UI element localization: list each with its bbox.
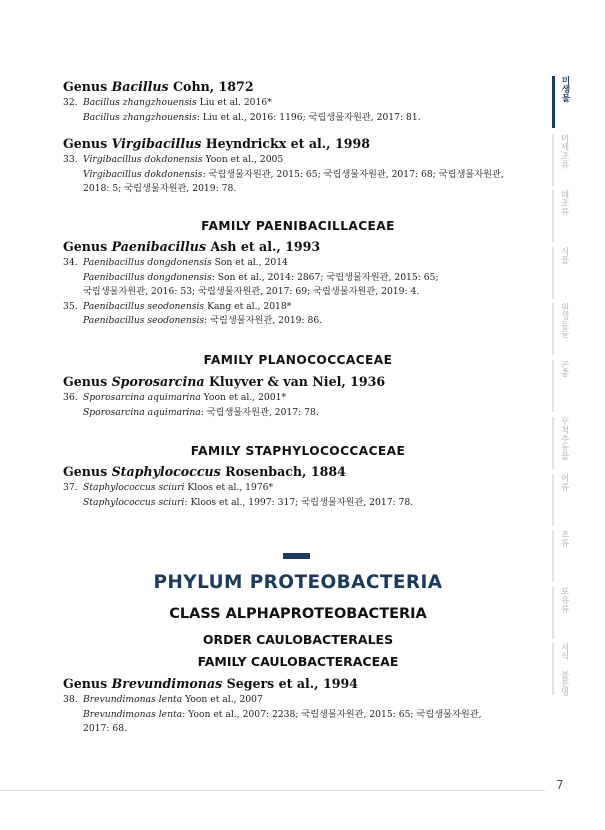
sidebar-tab-label: 서식 불분명 (559, 643, 569, 696)
sidebar-tab-invertebrates[interactable] (552, 417, 582, 469)
citation-line: Brevundimonas lenta: Yoon et al., 2007: 2238; 국립생물자원관, 2015: 65; 국립생물자원관, (83, 708, 482, 720)
family-heading: FAMILY PAENIBACILLACEAE (201, 219, 395, 233)
family-heading: FAMILY STAPHYLOCOCCACEAE (190, 444, 406, 458)
citation-line: 2018: 5; 국립생물자원관, 2019: 78. (83, 183, 237, 195)
species-entry: 36. Sporosarcina aquimarina Yoon et al., 2001* (63, 392, 287, 403)
sidebar-tab-label: 무척추동물 (559, 417, 569, 460)
section-divider-bar (283, 553, 310, 559)
page-number: 7 (556, 778, 564, 792)
genus-block-virgibacillus (63, 135, 504, 197)
family-heading: FAMILY CAULOBACTERACEAE (197, 654, 399, 669)
sidebar-tab-unknown-habitat[interactable] (552, 643, 582, 696)
species-entry: 33. Virgibacillus dokdonensis Yoon et al., 2005 (63, 154, 284, 165)
citation-line: Paenibacillus seodonensis: 국립생물자원관, 2019: 86. (83, 315, 323, 327)
sidebar-tab-seaweeds[interactable] (552, 190, 582, 242)
species-entry: 37. Staphylococcus sciuri Kloos et al., 1976* (63, 482, 274, 493)
sidebar-tab-label: 포유류 (559, 587, 569, 613)
sidebar-tab-label: 미생물 (560, 76, 570, 102)
sidebar-tab-label: 곤충 (559, 360, 569, 378)
sidebar-tab-label: 해조류 (559, 190, 569, 216)
sidebar-tab-label: 식물 (559, 247, 569, 265)
sidebar-tab-label: 조류 (559, 530, 569, 548)
species-entry: 34. Paenibacillus dongdonensis Son et al., 2014 (63, 257, 288, 268)
genus-heading: Genus Staphylococcus Rosenbach, 1884 (63, 464, 346, 479)
genus-block-bacillus (63, 78, 421, 125)
citation-line: Virgibacillus dokdonensis: 국립생물자원관, 2015: 65; 국립생물자원관, 2017: 68; 국립생물자원관, (83, 168, 504, 180)
phylum-heading: PHYLUM PROTEOBACTERIA (153, 572, 443, 593)
sidebar-tab-insects[interactable] (552, 360, 582, 412)
genus-heading: Genus Sporosarcina Kluyver & van Niel, 1936 (63, 374, 386, 389)
sidebar-tab-microalgae[interactable] (552, 134, 582, 186)
species-entry: 35. Paenibacillus seodonensis Kang et al., 2018* (63, 300, 292, 312)
genus-heading: Genus Bacillus Cohn, 1872 (63, 79, 254, 94)
genus-block-paenibacillus (63, 238, 439, 329)
sidebar-tab-birds[interactable] (552, 530, 582, 582)
genus-heading: Genus Virgibacillus Heyndrickx et al., 1998 (63, 136, 371, 151)
citation-line: Paenibacillus dongdonensis: Son et al., 2014: 2867; 국립생물자원관, 2015: 65; (83, 271, 439, 283)
sidebar-tab-mammals[interactable] (552, 587, 582, 639)
sidebar-tab-fishes[interactable] (552, 474, 582, 526)
genus-block-sporosarcina (63, 373, 385, 420)
citation-line: Staphylococcus sciuri: Kloos et al., 1997: 317; 국립생물자원관, 2017: 78. (83, 496, 414, 508)
sidebar-tab-label: 미세조류 (559, 134, 569, 169)
species-entry: 38. Brevundimonas lenta Yoon et al., 2007 (63, 694, 263, 705)
citation-line: 국립생물자원관, 2016: 53; 국립생물자원관, 2017: 69; 국립생물자원관, 2019: 4. (83, 286, 420, 298)
category-sidebar (552, 72, 582, 696)
footer-divider (0, 790, 545, 791)
genus-heading: Genus Brevundimonas Segers et al., 1994 (63, 676, 359, 691)
sidebar-tab-microbes[interactable] (552, 76, 582, 128)
sidebar-tab-label: 원생동물 (559, 303, 569, 338)
family-heading: FAMILY PLANOCOCCACEAE (203, 353, 393, 367)
genus-heading: Genus Paenibacillus Ash et al., 1993 (63, 239, 321, 254)
citation-line: 2017: 68. (83, 723, 128, 735)
sidebar-tab-protozoa[interactable] (552, 303, 582, 355)
order-heading: ORDER CAULOBACTERALES (202, 632, 394, 647)
sidebar-tab-label: 어류 (559, 474, 569, 492)
sidebar-tab-plants[interactable] (552, 247, 582, 299)
citation-line: Sporosarcina aquimarina: 국립생물자원관, 2017: 78. (83, 406, 319, 418)
genus-block-brevundimonas (63, 675, 482, 737)
species-entry: 32. Bacillus zhangzhouensis Liu et al. 2016* (63, 97, 272, 108)
genus-block-staphylococcus (63, 463, 413, 510)
class-heading: CLASS ALPHAPROTEOBACTERIA (169, 606, 427, 622)
citation-line: Bacillus zhangzhouensis: Liu et al., 2016: 1196; 국립생물자원관, 2017: 81. (83, 111, 421, 123)
